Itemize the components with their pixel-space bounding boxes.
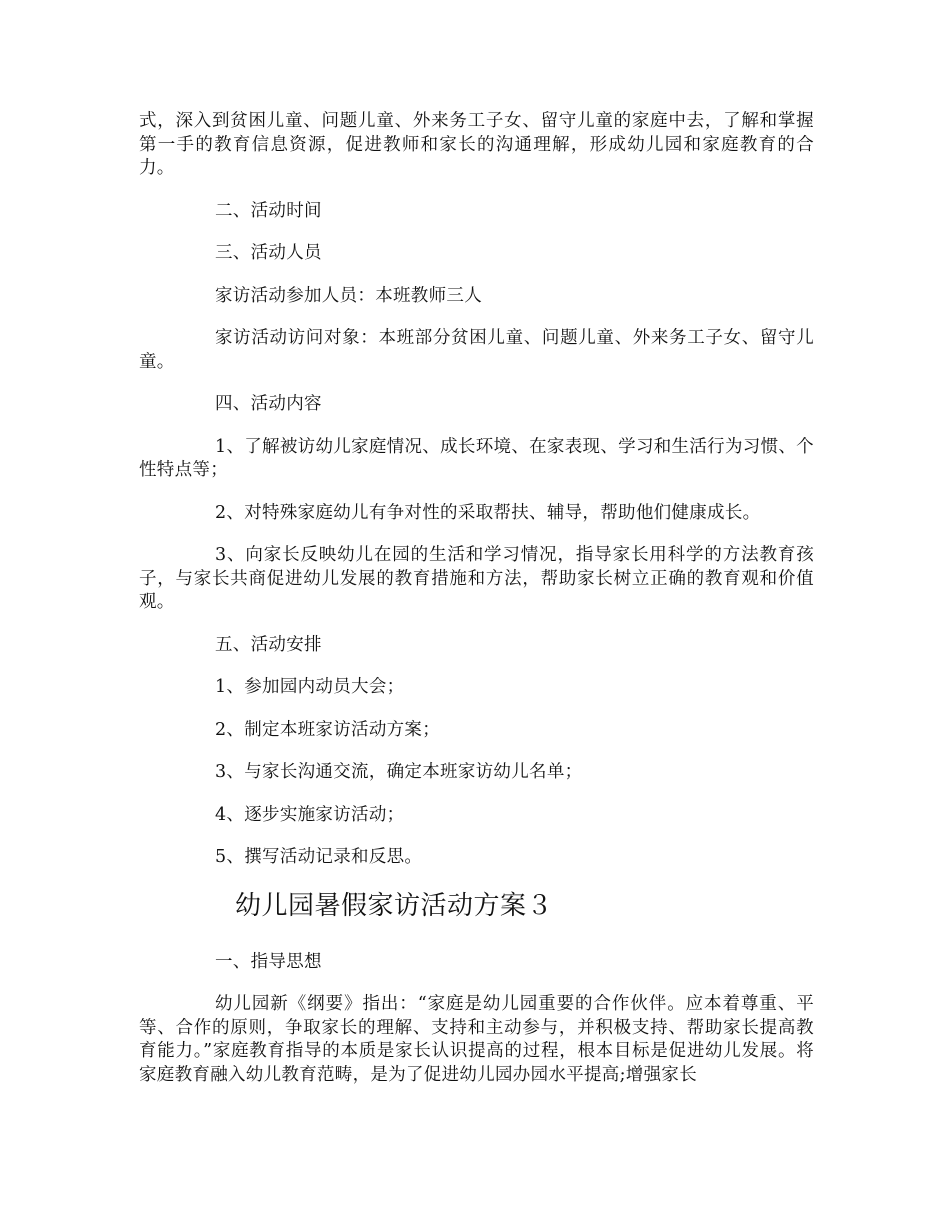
heading-guiding-ideology: 一、指导思想 (215, 951, 322, 972)
heading-activity-content: 四、活动内容 (215, 394, 322, 414)
list-item-content-3: 3、向家长反映幼儿在园的生活和学习情况，指导家长用科学的方法教育孩子，与家长共商促进幼儿发展的教育措施和方法，帮助家长树立正确的教育观和价值观。 (139, 545, 814, 612)
list-item-content-1: 1、了解被访幼儿家庭情况、成长环境、在家表现、学习和生活行为习惯、个性特点等； (139, 436, 814, 480)
paragraph-participants: 家访活动参加人员：本班教师三人 (215, 285, 482, 306)
section-title: 幼儿园暑假家访活动方案３ (235, 890, 554, 921)
paragraph-continuation: 式，深入到贫困儿童、问题儿童、外来务工子女、留守儿童的家庭中去，了解和掌握第一手的教育信息资源，促进教师和家长的沟通理解，形成幼儿园和家庭教育的合力。 (139, 111, 814, 178)
list-item-arrangement-2: 2、制定本班家访活动方案； (215, 719, 441, 740)
list-item-arrangement-4: 4、逐步实施家访活动； (215, 804, 405, 825)
paragraph-guiding-ideology: 幼儿园新《纲要》指出：“家庭是幼儿园重要的合作伙伴。应本着尊重、平等、合作的原则，争取家长的理解、支持和主动参与，并积极支持、帮助家长提高教育能力。”家庭教育指导的本质是家长认识提高的过程，根本目标是促进幼儿发展。将家庭教育融入幼儿教育范畴，是为了促进幼儿园办园水平提高;增强家长 (139, 994, 814, 1085)
heading-activity-personnel: 三、活动人员 (215, 243, 322, 263)
list-item-arrangement-1: 1、参加园内动员大会； (215, 677, 405, 697)
heading-activity-time: 二、活动时间 (215, 200, 322, 221)
list-item-content-2: 2、对特殊家庭幼儿有争对性的采取帮扶、辅导，帮助他们健康成长。 (215, 502, 761, 523)
list-item-arrangement-3: 3、与家长沟通交流，确定本班家访幼儿名单； (215, 762, 583, 782)
document-body (139, 110, 814, 1106)
paragraph-visit-targets: 家访活动访问对象：本班部分贫困儿童、问题儿童、外来务工子女、留守儿童。 (139, 328, 814, 372)
list-item-arrangement-5: 5、撰写活动记录和反思。 (215, 847, 423, 867)
heading-activity-arrangement: 五、活动安排 (215, 634, 322, 655)
